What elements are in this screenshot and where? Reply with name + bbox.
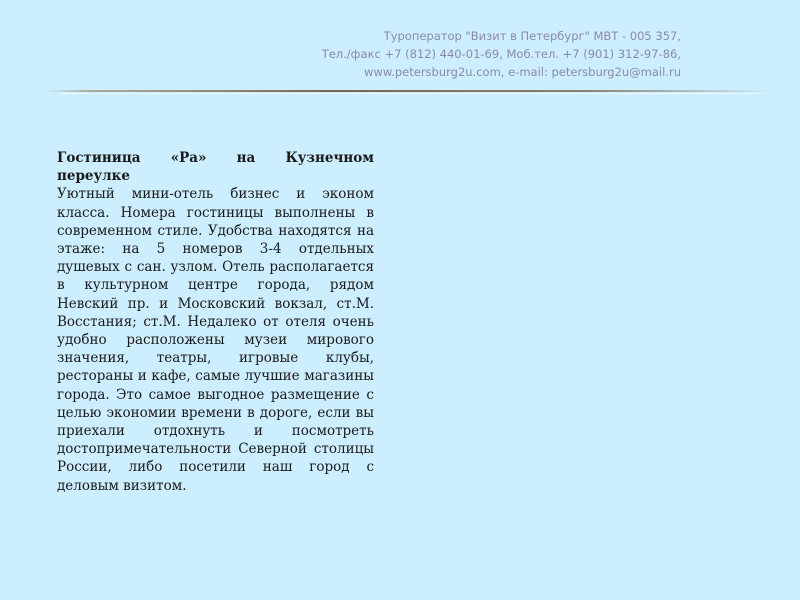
article-title: Гостиница «Ра» на Кузнечном переулке: [57, 150, 374, 185]
header-line-phones: Тел./факс +7 (812) 440-01-69, Моб.тел. +7 (901) 312-97-86,: [321, 47, 681, 61]
article: [57, 149, 374, 495]
contact-header: [161, 27, 681, 81]
header-divider-highlight: [60, 93, 760, 94]
header-line-company: Туроператор "Визит в Петербург" МВТ - 005 357,: [383, 29, 681, 43]
article-body: Уютный мини-отель бизнес и эконом класса. Номера гостиницы выполнены в современном стиле. Удобства находятся на этаже: на 5 номеров 3-4 отдельных душевых с сан. узлом. Отель располагается в культурном центре города, рядом Невский пр. и Московский вокзал, ст.М. Восстания; ст.М. Недалеко от отеля очень удобно расположены музеи мирового значения, театры, игровые клубы, рестораны и кафе, самые лучшие магазины города. Это самое выгодное размещение с целью экономии времени в дороге, если вы приехали отдохнуть и посмотреть достопримечательности Северной столицы России, либо посетили наш город с деловым визитом.: [57, 186, 374, 494]
header-divider: [45, 90, 770, 92]
header-line-web: www.petersburg2u.com, e-mail: petersburg2u@mail.ru: [364, 65, 681, 79]
